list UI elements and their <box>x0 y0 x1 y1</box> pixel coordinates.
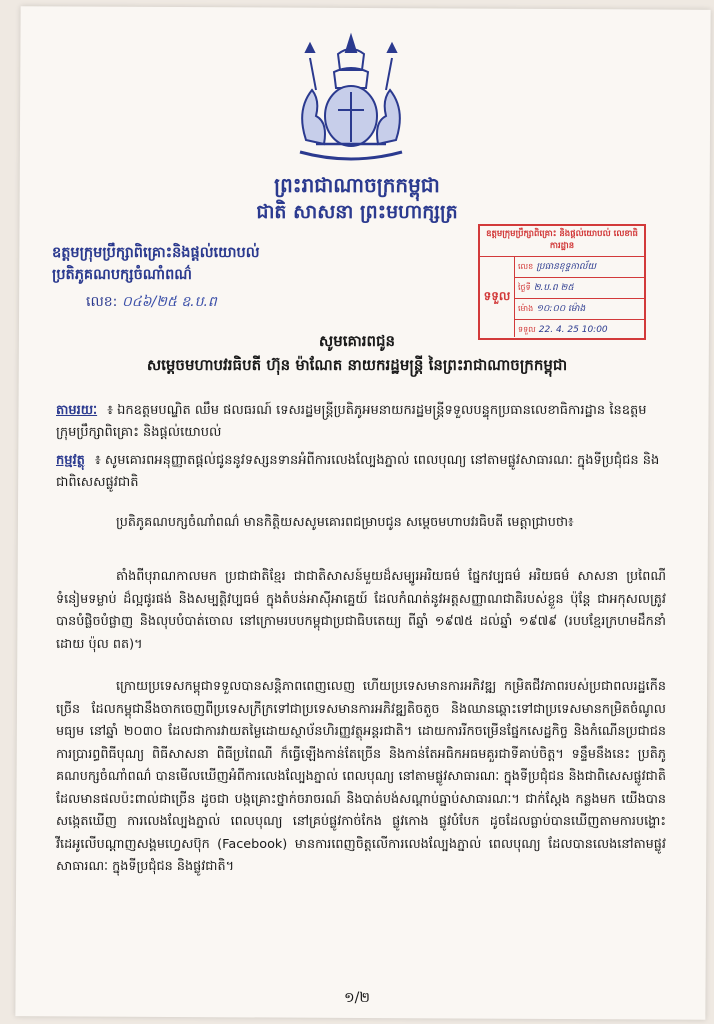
subject-label: កម្មវត្ថុ <box>56 453 85 468</box>
subject-text: ៖ សូមគោរពអនុញ្ញាតផ្ដល់ជូននូវទស្សនទានអំពីការលេងល្បែងភ្នាល់ ពេលបុណ្យ នៅតាមផ្លូវសាធារណៈ ក្នុងទីប្រជុំជន និងជាពិសេសផ្លូវជាតិ <box>56 453 660 490</box>
stamp-row-value: ២.ប.ព ២៥ <box>533 282 574 293</box>
stamp-received-label: ទទួល <box>480 257 515 337</box>
issuer-council-name: ឧត្តមក្រុមប្រឹក្សាពិគ្រោះនិងផ្ដល់យោបល់ <box>52 245 260 261</box>
stamp-row-value: ប្រធានខុទ្ទកាល័យ <box>536 261 597 272</box>
royal-coat-of-arms-icon <box>276 30 426 170</box>
stamp-row-value: 22. 4. 25 10:00 <box>538 325 608 335</box>
subject-field <box>56 450 666 494</box>
stamp-row-label: ម៉ោង <box>518 304 534 313</box>
stamp-row <box>515 278 644 299</box>
stamp-row-label: លេខ <box>518 262 534 271</box>
reference-number <box>86 292 217 313</box>
through-field <box>56 400 666 444</box>
issuer-delegation-name: ប្រតិភូគណបក្សចំណាំពណ៌ <box>52 267 192 283</box>
received-stamp <box>478 224 646 340</box>
addressee-heading: សម្ដេចមហាបវរធិបតី ហ៊ុន ម៉ាណែត នាយករដ្ឋមន្ត្រី នៃព្រះរាជាណាចក្រកម្ពុជា <box>146 356 568 374</box>
stamp-row-label: ទទួល <box>518 325 536 334</box>
stamp-row-value: ១០:០០ ម៉ោង <box>536 303 586 314</box>
stamp-row-label: ថ្ងៃទី <box>518 283 531 292</box>
reference-label: លេខ: <box>86 294 118 310</box>
page-number: ១/២ <box>344 990 370 1006</box>
through-label: តាមរយៈ <box>56 403 98 418</box>
reference-value: ០៤៦/២៥ ឧ.ប.ព <box>121 294 217 310</box>
body-paragraph: តាំងពីបុរាណកាលមក ប្រជាជាតិខ្មែរ ជាជាតិសាសន៍មួយដ៏សម្បូរអរិយធម៌ ផ្នែកវប្បធម៌ អរិយធម៌ សាសនា ប្រពៃណី ទំនៀមទម្លាប់ ដ៏ល្អផូរផង់ និងសម្បត្តិវប្បធម៌ ក្នុងតំបន់អាស៊ីអាគ្នេយ៍ ដែលកំណត់នូវអត្តសញ្ញាណជាតិរបស់ខ្លួន ប៉ុន្តែ ជាអកុសលត្រូវបានបំផ្លិចបំផ្លាញ និងលុបបំបាត់ចោល នៅក្រោមរបបកម្ពុជាប្រជាធិបតេយ្យ ពីឆ្នាំ ១៩៧៥ ដល់ឆ្នាំ ១៩៧៩ (របបខ្មែរក្រហមដឹកនាំដោយ ប៉ុល ពត)។ <box>56 569 666 652</box>
kingdom-title: ព្រះរាជាណាចក្រកម្ពុជា <box>274 173 440 197</box>
stamp-row <box>515 299 644 320</box>
body-paragraph: ក្រោយប្រទេសកម្ពុជាទទួលបានសន្តិភាពពេញលេញ ហើយប្រទេសមានការអភិវឌ្ឍ កម្រិតជីវភាពរបស់ប្រជាពលរដ្ឋកើនច្រើន ដែលកម្ពុជានឹងចាកចេញពីប្រទេសក្រីក្រទៅជាប្រទេសមានការអភិវឌ្ឍតិចតួច និងឈានឆ្ពោះទៅជាប្រទេសមានកម្រិតចំណូលមធ្យម នៅឆ្នាំ ២០៣០ ដែលជាការវាយតម្លៃដោយស្ថាប័នហិរញ្ញវត្ថុអន្តរជាតិ។ ដោយការរីកចម្រើនផ្នែកសេដ្ឋកិច្ច និងកំណើនប្រជាជន ការប្រារព្ធពិធីបុណ្យ ពិធីសាសនា ពិធីប្រពៃណី ក៏ធ្វើឡើងកាន់តែច្រើន និងកាន់តែអធិកអធមគួរជាទីគាប់ចិត្ត។ ទន្ទឹមនឹងនេះ ប្រតិភូគណបក្សចំណាំពណ៌ បានមើលឃើញអំពីការលេងល្បែងភ្នាល់ ពេលបុណ្យ នៅតាមផ្លូវសាធារណៈ ក្នុងទីប្រជុំជន និងជាពិសេសផ្លូវជាតិ ដែលមានផលប៉ះពាល់ជាច្រើន ដូចជា បង្កគ្រោះថ្នាក់ចរាចរណ៍ និងបាត់បង់សណ្ដាប់ធ្នាប់សាធារណៈ។ ជាក់ស្ដែង កន្លងមក យើងបានសង្កេតឃើញ ការលេងល្បែងភ្នាល់ ពេលបុណ្យ នៅគ្រប់ផ្លូវកាច់កែង ផ្លូវកោង ផ្លូវបំបែក ដូចដែលធ្លាប់បានឃើញតាមការបង្ហោះវីដេអូលើបណ្ដាញសង្គមហ្វេសប៊ុក (Facebook) មានការពេញចិត្តលើការលេងល្បែងភ្នាល់ ពេលបុណ្យ ដែលបានលេងនៅតាមផ្លូវសាធារណៈ ក្នុងទីប្រជុំជន និងផ្លូវជាតិ។ <box>56 679 666 874</box>
salutation-heading: សូមគោរពជូន <box>318 332 396 350</box>
through-text: ៖ ឯកឧត្តមបណ្ឌិត ឈឹម ផលធរណ៍ ទេសរដ្ឋមន្ត្រីប្រតិភូអមនាយករដ្ឋមន្ត្រីទទួលបន្ទុកប្រធានលេខាធិការដ្ឋាន នៃឧត្តមក្រុមប្រឹក្សាពិគ្រោះ និងផ្ដល់យោបល់ <box>56 403 647 440</box>
stamp-row <box>515 257 644 278</box>
stamp-title: ឧត្តមក្រុមប្រឹក្សាពិគ្រោះ និងផ្ដល់យោបល់ លេខាធិការដ្ឋាន <box>480 226 644 257</box>
intro-paragraph: ប្រតិភូគណបក្សចំណាំពណ៌ មានកិត្តិយសសូមគោរពជម្រាបជូន សម្ដេចមហាបវរធិបតី មេត្តាជ្រាបថា៖ <box>116 515 574 530</box>
kingdom-motto: ជាតិ សាសនា ព្រះមហាក្សត្រ <box>256 201 458 223</box>
